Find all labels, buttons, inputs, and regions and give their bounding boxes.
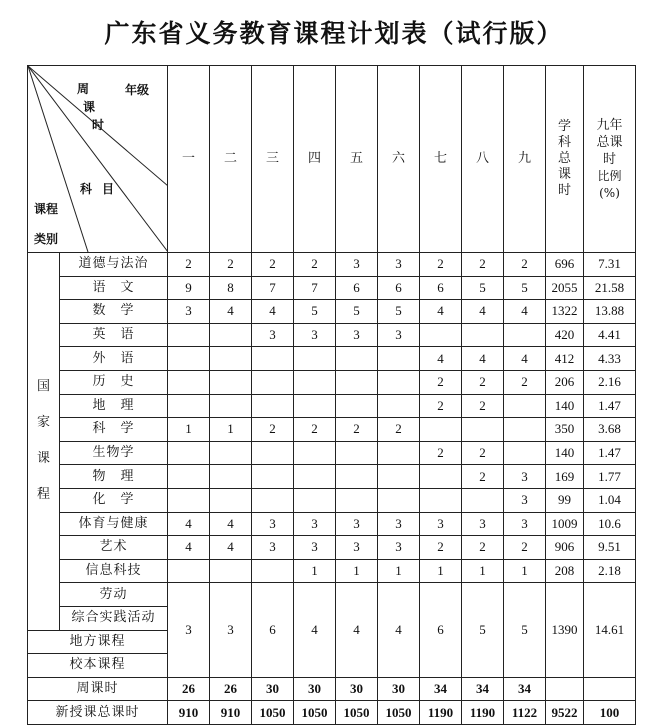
weekly-hours-cell: 30: [378, 677, 420, 701]
subject-name: 历 史: [60, 370, 168, 394]
grade-hours-cell: 3: [378, 512, 420, 536]
practice-hours-cell: 5: [462, 583, 504, 677]
ratio-cell: 3.68: [584, 418, 636, 442]
grade-hours-cell: 3: [420, 512, 462, 536]
grade-hours-cell: [210, 394, 252, 418]
grade-hours-cell: 3: [378, 536, 420, 560]
subject-name: 外 语: [60, 347, 168, 371]
subject-row: [28, 276, 636, 300]
grade-hours-cell: 3: [294, 323, 336, 347]
grade-hours-cell: [462, 418, 504, 442]
grade-hours-cell: 2: [420, 253, 462, 277]
ratio-cell: 1.77: [584, 465, 636, 489]
grade-hours-cell: 9: [168, 276, 210, 300]
new-total-cell: 910: [168, 701, 210, 725]
grade-hours-cell: 2: [420, 536, 462, 560]
corner-label-grade: 年级: [124, 83, 149, 97]
subject-total-cell: 2055: [546, 276, 584, 300]
grade-header-7: 七: [420, 66, 462, 253]
ratio-cell: 9.51: [584, 536, 636, 560]
grade-hours-cell: [252, 441, 294, 465]
subject-total-cell: 696: [546, 253, 584, 277]
subject-total-cell: 1322: [546, 300, 584, 324]
subject-name: 综合实践活动: [60, 606, 168, 630]
grade-hours-cell: [420, 465, 462, 489]
grade-hours-cell: [420, 418, 462, 442]
grade-hours-cell: [378, 488, 420, 512]
subject-row: [28, 536, 636, 560]
corner-label-course: 课程: [34, 202, 59, 216]
subject-row: [28, 394, 636, 418]
grade-hours-cell: [462, 488, 504, 512]
grade-hours-cell: [210, 347, 252, 371]
grade-hours-cell: [252, 559, 294, 583]
grade-hours-cell: 2: [168, 253, 210, 277]
weekly-hours-cell: 30: [294, 677, 336, 701]
weekly-hours-cell: 30: [336, 677, 378, 701]
grade-hours-cell: 3: [336, 253, 378, 277]
grade-hours-cell: [378, 370, 420, 394]
grade-hours-cell: 1: [504, 559, 546, 583]
weekly-hours-cell: 30: [252, 677, 294, 701]
weekly-hours-cell: 34: [504, 677, 546, 701]
grade-hours-cell: 3: [168, 300, 210, 324]
grade-hours-cell: 4: [462, 300, 504, 324]
grade-hours-cell: 5: [462, 276, 504, 300]
new-total-cell: 1050: [252, 701, 294, 725]
grade-hours-cell: 4: [252, 300, 294, 324]
grade-header-2: 二: [210, 66, 252, 253]
grade-hours-cell: [336, 488, 378, 512]
grade-hours-cell: [294, 488, 336, 512]
subject-total-cell: 140: [546, 441, 584, 465]
course-plan-table: [27, 65, 636, 725]
subject-name: 数 学: [60, 300, 168, 324]
practice-hours-cell: 6: [420, 583, 462, 677]
ratio-cell: 13.88: [584, 300, 636, 324]
grade-hours-cell: [252, 370, 294, 394]
ratio-cell: 2.18: [584, 559, 636, 583]
subject-name: 物 理: [60, 465, 168, 489]
grade-hours-cell: [252, 347, 294, 371]
grade-hours-cell: 4: [168, 536, 210, 560]
grade-hours-cell: [294, 347, 336, 371]
practice-hours-cell: 4: [294, 583, 336, 677]
subject-name: 科 学: [60, 418, 168, 442]
grade-hours-cell: [210, 323, 252, 347]
grade-hours-cell: [504, 394, 546, 418]
practice-hours-cell: 3: [210, 583, 252, 677]
corner-label-zhou: 周: [77, 82, 90, 96]
grade-header-3: 三: [252, 66, 294, 253]
grade-hours-cell: 5: [504, 276, 546, 300]
grade-hours-cell: [168, 347, 210, 371]
empty-cell: [584, 677, 636, 701]
practice-total-cell: 1390: [546, 583, 584, 677]
ratio-cell: 21.58: [584, 276, 636, 300]
grade-hours-cell: [378, 394, 420, 418]
grade-hours-cell: [294, 441, 336, 465]
grade-hours-cell: 5: [378, 300, 420, 324]
grade-hours-cell: 3: [462, 512, 504, 536]
grade-header-6: 六: [378, 66, 420, 253]
grade-hours-cell: 3: [504, 465, 546, 489]
subject-total-cell: 206: [546, 370, 584, 394]
grade-hours-cell: 2: [252, 418, 294, 442]
grade-hours-cell: 8: [210, 276, 252, 300]
ratio-cell: 2.16: [584, 370, 636, 394]
subject-name: 化 学: [60, 488, 168, 512]
grade-hours-cell: 3: [378, 253, 420, 277]
grade-hours-cell: 4: [504, 347, 546, 371]
grade-hours-cell: 1: [336, 559, 378, 583]
grade-hours-cell: 6: [336, 276, 378, 300]
grade-hours-cell: [336, 394, 378, 418]
ratio-cell: 1.47: [584, 394, 636, 418]
subject-row: [28, 418, 636, 442]
grade-hours-cell: 2: [420, 370, 462, 394]
new-total-cell: 1122: [504, 701, 546, 725]
grade-hours-cell: [210, 441, 252, 465]
grade-hours-cell: 2: [294, 418, 336, 442]
grade-hours-cell: 6: [378, 276, 420, 300]
grade-hours-cell: [378, 441, 420, 465]
grade-hours-cell: 3: [336, 512, 378, 536]
grade-hours-cell: [210, 465, 252, 489]
grade-hours-cell: 4: [504, 300, 546, 324]
new-total-label: 新授课总课时: [28, 701, 168, 725]
grade-hours-cell: [210, 488, 252, 512]
subject-row: [28, 347, 636, 371]
grade-hours-cell: [168, 394, 210, 418]
grade-hours-cell: [294, 465, 336, 489]
grade-hours-cell: 2: [420, 441, 462, 465]
grade-hours-cell: [504, 323, 546, 347]
subject-total-cell: 169: [546, 465, 584, 489]
grade-header-9: 九: [504, 66, 546, 253]
subject-total-cell: 1009: [546, 512, 584, 536]
subject-row: [28, 441, 636, 465]
grade-hours-cell: [168, 465, 210, 489]
subject-row: [28, 253, 636, 277]
grade-hours-cell: 2: [462, 441, 504, 465]
weekly-hours-cell: 34: [420, 677, 462, 701]
grade-hours-cell: 1: [168, 418, 210, 442]
weekly-hours-row: [28, 677, 636, 701]
new-total-cell: 1050: [294, 701, 336, 725]
subject-total-cell: 420: [546, 323, 584, 347]
grade-hours-cell: 5: [336, 300, 378, 324]
subject-name: 信息科技: [60, 559, 168, 583]
grade-hours-cell: [378, 465, 420, 489]
grade-hours-cell: [210, 370, 252, 394]
grade-hours-cell: [504, 441, 546, 465]
corner-label-subject: 科目: [80, 182, 125, 196]
grade-hours-cell: 4: [168, 512, 210, 536]
new-total-cell: 1050: [336, 701, 378, 725]
grade-hours-cell: 2: [210, 253, 252, 277]
grade-hours-cell: [294, 370, 336, 394]
grade-hours-cell: [168, 370, 210, 394]
grade-hours-cell: 2: [504, 370, 546, 394]
grade-hours-cell: 2: [252, 253, 294, 277]
subject-row: [28, 465, 636, 489]
grade-hours-cell: 4: [210, 512, 252, 536]
subject-total-cell: 350: [546, 418, 584, 442]
grade-hours-cell: 3: [336, 323, 378, 347]
header-row: [28, 66, 636, 253]
grade-hours-cell: 3: [378, 323, 420, 347]
grade-hours-cell: 7: [294, 276, 336, 300]
new-total-row: [28, 701, 636, 725]
grade-hours-cell: 2: [504, 253, 546, 277]
weekly-hours-cell: 26: [168, 677, 210, 701]
practice-hours-cell: 6: [252, 583, 294, 677]
subject-total-cell: 208: [546, 559, 584, 583]
ratio-header: 九年 总课 时 比例 (%): [584, 66, 636, 253]
grade-hours-cell: [420, 323, 462, 347]
grade-hours-cell: [462, 323, 504, 347]
page-title: 广东省义务教育课程计划表（试行版）: [104, 19, 564, 48]
grade-hours-cell: [168, 488, 210, 512]
grade-hours-cell: 7: [252, 276, 294, 300]
new-total-cell: 1190: [420, 701, 462, 725]
grade-hours-cell: [294, 394, 336, 418]
corner-label-category: 类别: [34, 232, 59, 246]
grand-ratio-cell: 100: [584, 701, 636, 725]
new-total-cell: 1050: [378, 701, 420, 725]
new-total-cell: 910: [210, 701, 252, 725]
grade-hours-cell: 4: [420, 300, 462, 324]
practice-ratio-cell: 14.61: [584, 583, 636, 677]
ratio-cell: 1.47: [584, 441, 636, 465]
grade-hours-cell: 1: [378, 559, 420, 583]
empty-cell: [546, 677, 584, 701]
grade-hours-cell: [336, 465, 378, 489]
grade-hours-cell: [420, 488, 462, 512]
grade-hours-cell: 3: [252, 536, 294, 560]
grade-hours-cell: 2: [462, 253, 504, 277]
grade-hours-cell: [252, 488, 294, 512]
grade-hours-cell: 1: [420, 559, 462, 583]
subject-row: [28, 300, 636, 324]
weekly-hours-label: 周课时: [28, 677, 168, 701]
grade-hours-cell: 2: [294, 253, 336, 277]
grade-hours-cell: [210, 559, 252, 583]
grade-hours-cell: [504, 418, 546, 442]
grade-hours-cell: 3: [336, 536, 378, 560]
subject-name: 道德与法治: [60, 253, 168, 277]
subject-row: [28, 512, 636, 536]
subject-name: 英 语: [60, 323, 168, 347]
grade-hours-cell: 3: [294, 536, 336, 560]
subject-name: 语 文: [60, 276, 168, 300]
category-label: 国家课程: [36, 379, 50, 503]
ratio-cell: 7.31: [584, 253, 636, 277]
weekly-hours-cell: 34: [462, 677, 504, 701]
grade-hours-cell: 3: [504, 488, 546, 512]
subject-total-cell: 906: [546, 536, 584, 560]
grade-hours-cell: 1: [462, 559, 504, 583]
grade-hours-cell: 2: [504, 536, 546, 560]
practice-hours-cell: 5: [504, 583, 546, 677]
grade-hours-cell: 1: [294, 559, 336, 583]
practice-hours-cell: 4: [378, 583, 420, 677]
grade-hours-cell: [336, 347, 378, 371]
grade-hours-cell: [252, 465, 294, 489]
grade-hours-cell: [378, 347, 420, 371]
grade-hours-cell: 1: [210, 418, 252, 442]
subject-name: 生物学: [60, 441, 168, 465]
grade-hours-cell: 2: [336, 418, 378, 442]
grade-hours-cell: 6: [420, 276, 462, 300]
subject-total-cell: 140: [546, 394, 584, 418]
grade-header-5: 五: [336, 66, 378, 253]
practice-hours-cell: 3: [168, 583, 210, 677]
grade-hours-cell: 5: [294, 300, 336, 324]
school-course-label: 校本课程: [28, 654, 168, 678]
grade-hours-cell: 3: [252, 323, 294, 347]
ratio-cell: 4.41: [584, 323, 636, 347]
grade-hours-cell: 2: [462, 370, 504, 394]
ratio-cell: 1.04: [584, 488, 636, 512]
grade-hours-cell: [336, 441, 378, 465]
corner-header-cell: [28, 66, 168, 253]
grand-total-cell: 9522: [546, 701, 584, 725]
subject-row: [28, 559, 636, 583]
grade-header-8: 八: [462, 66, 504, 253]
grade-hours-cell: 2: [462, 536, 504, 560]
ratio-cell: 10.6: [584, 512, 636, 536]
grade-hours-cell: [336, 370, 378, 394]
grade-hours-cell: 4: [420, 347, 462, 371]
corner-label-shi: 时: [92, 118, 105, 132]
weekly-hours-cell: 26: [210, 677, 252, 701]
grade-hours-cell: [168, 441, 210, 465]
subject-total-header: 学科总课时: [546, 66, 584, 253]
local-course-label: 地方课程: [28, 630, 168, 654]
grade-hours-cell: [168, 559, 210, 583]
subject-name: 劳动: [60, 583, 168, 607]
subject-name: 地 理: [60, 394, 168, 418]
category-cell: [28, 253, 60, 631]
grade-hours-cell: 3: [252, 512, 294, 536]
grade-hours-cell: 2: [420, 394, 462, 418]
grade-hours-cell: 3: [294, 512, 336, 536]
subject-row: [28, 370, 636, 394]
grade-hours-cell: 2: [462, 465, 504, 489]
grade-header-1: 一: [168, 66, 210, 253]
subject-total-cell: 99: [546, 488, 584, 512]
subject-total-cell: 412: [546, 347, 584, 371]
grade-hours-cell: [252, 394, 294, 418]
new-total-cell: 1190: [462, 701, 504, 725]
corner-label-ke: 课: [83, 100, 96, 114]
subject-name: 体育与健康: [60, 512, 168, 536]
grade-header-4: 四: [294, 66, 336, 253]
grade-hours-cell: 3: [504, 512, 546, 536]
grade-hours-cell: 4: [462, 347, 504, 371]
grade-hours-cell: [168, 323, 210, 347]
grade-hours-cell: 4: [210, 300, 252, 324]
ratio-cell: 4.33: [584, 347, 636, 371]
practice-hours-cell: 4: [336, 583, 378, 677]
grade-hours-cell: 2: [462, 394, 504, 418]
subject-row: [28, 488, 636, 512]
grade-hours-cell: 2: [378, 418, 420, 442]
subject-row: [28, 583, 636, 607]
grade-hours-cell: 4: [210, 536, 252, 560]
subject-name: 艺术: [60, 536, 168, 560]
subject-row: [28, 323, 636, 347]
